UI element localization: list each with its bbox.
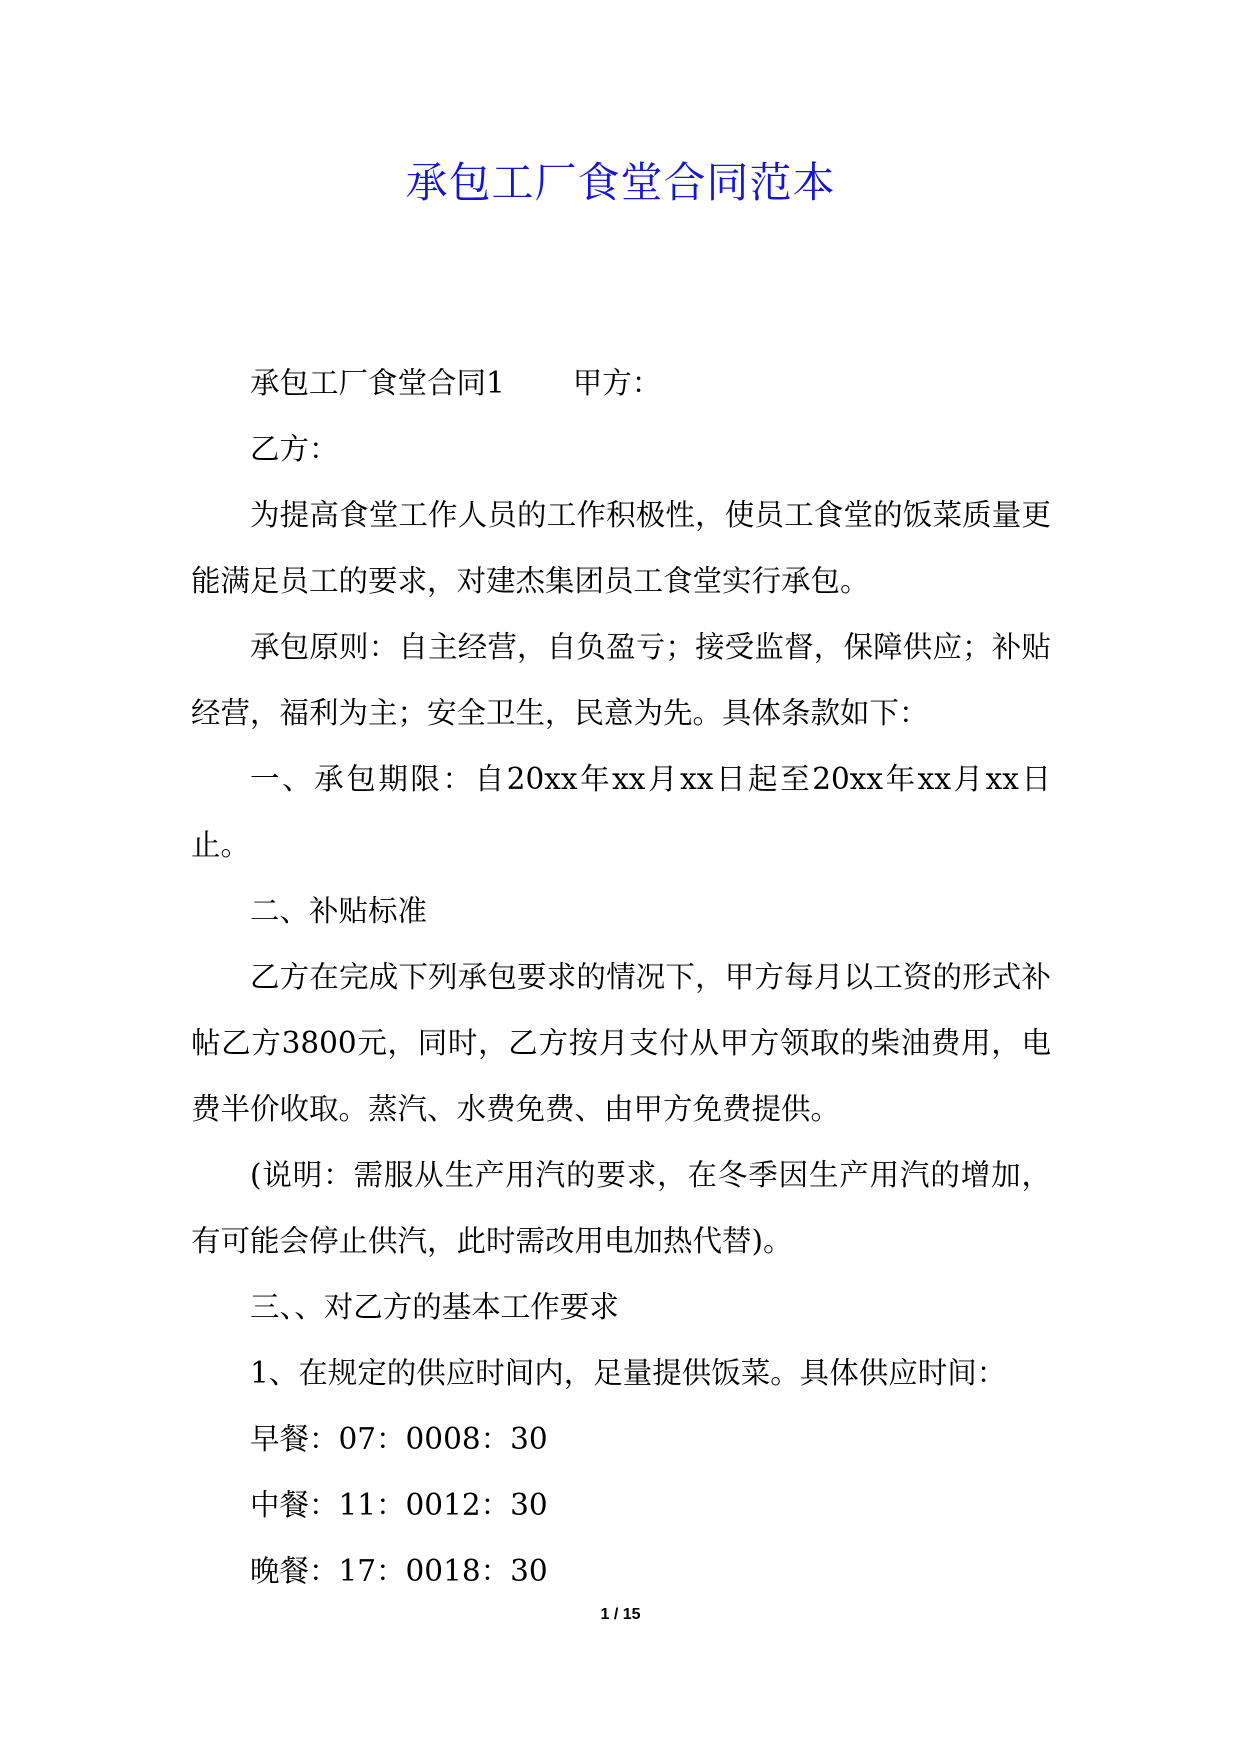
steam-note-paragraph: (说明：需服从生产用汽的要求，在冬季因生产用汽的增加，有可能会停止供汽，此时需改用电加热代替)。 <box>191 1158 1051 1258</box>
contract-heading: 承包工厂食堂合同1 <box>250 366 505 400</box>
term-paragraph: 一、承包期限：自20xx年xx月xx日起至20xx年xx月xx日止。 <box>191 762 1051 862</box>
dinner-time: 晚餐：17：0018：30 <box>250 1554 548 1588</box>
purpose-paragraph: 为提高食堂工作人员的工作积极性，使员工食堂的饭菜质量更能满足员工的要求，对建杰集团员工食堂实行承包。 <box>191 498 1051 598</box>
subsidy-paragraph: 乙方在完成下列承包要求的情况下，甲方每月以工资的形式补帖乙方3800元，同时，乙方按月支付从甲方领取的柴油费用，电费半价收取。蒸汽、水费免费、由甲方免费提供。 <box>191 960 1051 1126</box>
subsidy-heading: 二、补贴标准 <box>250 894 428 928</box>
document-body <box>191 350 1051 1604</box>
requirement-item-1: 1、在规定的供应时间内，足量提供饭菜。具体供应时间： <box>250 1356 1007 1390</box>
contract-heading-line <box>191 350 1051 416</box>
requirements-heading: 三、、对乙方的基本工作要求 <box>250 1290 619 1324</box>
party-a-label: 甲方： <box>572 366 662 400</box>
principles-paragraph: 承包原则：自主经营，自负盈亏；接受监督，保障供应；补贴经营，福利为主；安全卫生，民意为先。具体条款如下： <box>191 630 1051 730</box>
document-title: 承包工厂食堂合同范本 <box>405 158 836 207</box>
party-b-label: 乙方： <box>250 432 339 466</box>
page-number: 1 / 15 <box>600 1606 641 1623</box>
breakfast-time: 早餐：07：0008：30 <box>250 1422 548 1456</box>
lunch-time: 中餐：11：0012：30 <box>250 1488 548 1522</box>
